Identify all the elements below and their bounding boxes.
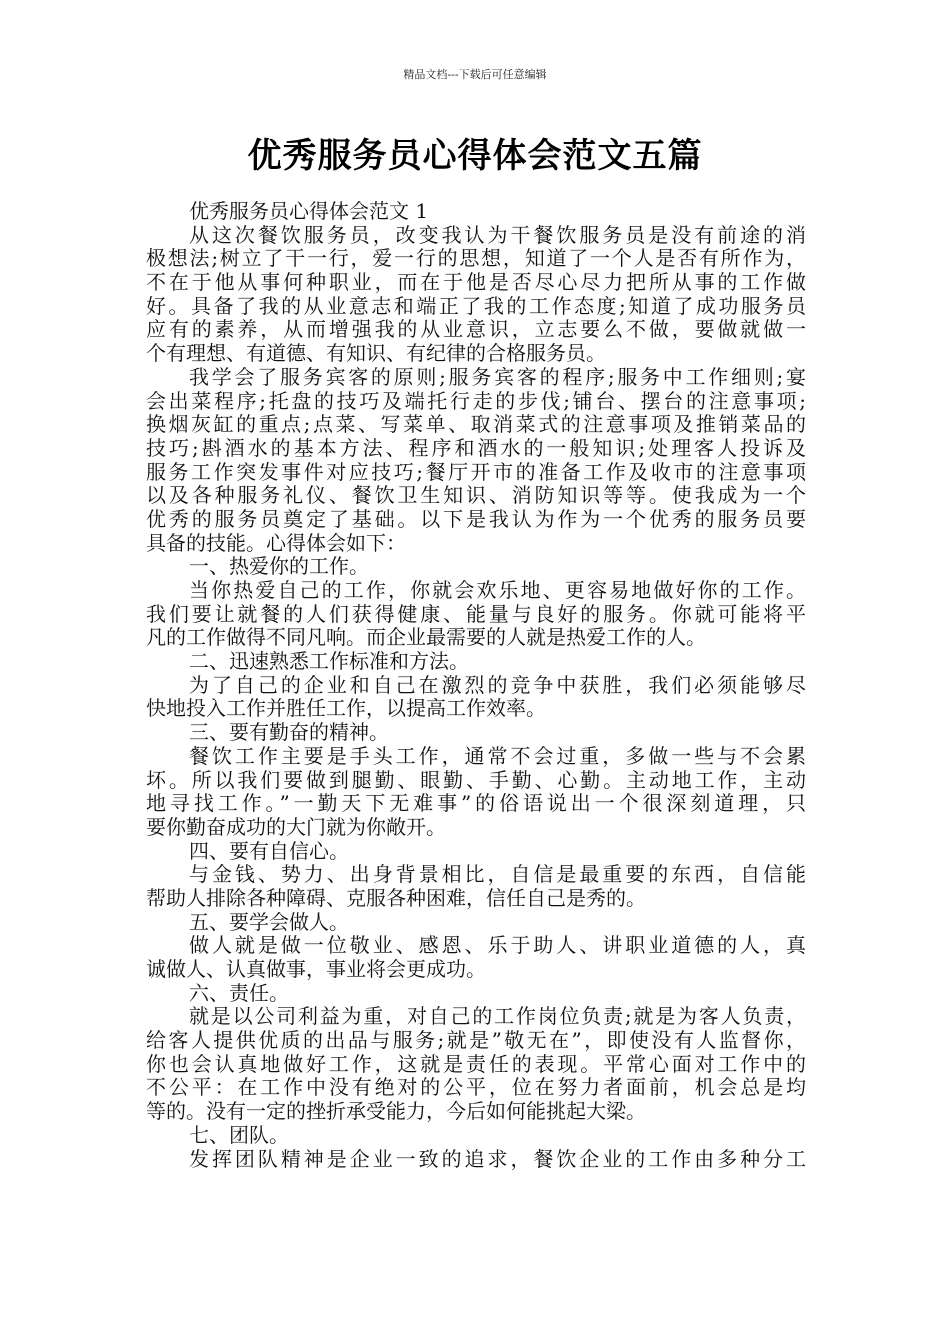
page-title: 优秀服务员心得体会范文五篇 (247, 136, 703, 176)
text-line: 三、要有勤奋的精神。 (189, 720, 389, 745)
text-line: 六、责任。 (189, 980, 289, 1005)
text-line: 技巧;斟酒水的基本方法、程序和酒水的一般知识;处理客人投诉及 (146, 435, 806, 460)
text-line: 七、团队。 (189, 1122, 289, 1147)
document-body (146, 200, 806, 1171)
text-line: 具备的技能。心得体会如下： (146, 530, 406, 555)
text-line: 与金钱、势力、出身背景相比，自信是最重要的东西，自信能 (189, 862, 806, 887)
text-line: 以及各种服务礼仪、餐饮卫生知识、消防知识等等。使我成为一个 (146, 483, 806, 508)
text-line: 为了自己的企业和自己在激烈的竞争中获胜，我们必须能够尽 (189, 672, 806, 697)
text-line: 优秀的服务员奠定了基础。以下是我认为作为一个优秀的服务员要 (146, 506, 806, 531)
text-line: 诚做人、认真做事，事业将会更成功。 (146, 957, 486, 981)
text-line: 我学会了服务宾客的原则;服务宾客的程序;服务中工作细则;宴 (189, 364, 806, 389)
text-line: 坏。所以我们要做到腿勤、眼勤、手勤、心勤。主动地工作，主动 (146, 767, 806, 792)
text-line: 一、热爱你的工作。 (189, 554, 369, 579)
text-line: 会出菜程序;托盘的技巧及端托行走的步伐;铺台、摆台的注意事项; (146, 388, 806, 413)
text-line: 凡的工作做得不同凡响。而企业最需要的人就是热爱工作的人。 (146, 625, 706, 650)
text-line: 四、要有自信心。 (189, 838, 349, 863)
text-line: 二、迅速熟悉工作标准和方法。 (189, 649, 469, 674)
text-line: 换烟灰缸的重点;点菜、写菜单、取消菜式的注意事项及推销菜品的 (146, 412, 806, 437)
text-line: 帮助人排除各种障碍、克服各种困难，信任自己是秀的。 (146, 885, 646, 910)
page-header-note: 精品文档---下载后可任意编辑 (403, 68, 547, 81)
text-line: 餐饮工作主要是手头工作，通常不会过重，多做一些与不会累 (189, 743, 806, 768)
text-line: 就是以公司利益为重，对自己的工作岗位负责;就是为客人负责， (189, 1004, 806, 1029)
text-line: 等的。没有一定的挫折承受能力，今后如何能挑起大梁。 (146, 1099, 646, 1124)
text-line: 极想法;树立了干一行，爱一行的思想，知道了一个人是否有所作为， (146, 246, 806, 271)
text-line: 从这次餐饮服务员，改变我认为干餐饮服务员是没有前途的消 (189, 222, 806, 247)
text-line: 五、要学会做人。 (189, 909, 349, 934)
text-line: 个有理想、有道德、有知识、有纪律的合格服务员。 (146, 341, 606, 366)
text-line: 我们要让就餐的人们获得健康、能量与良好的服务。你就可能将平 (146, 601, 806, 626)
text-line: 不在于他从事何种职业，而在于他是否尽心尽力把所从事的工作做 (146, 270, 806, 295)
text-line: 地寻找工作。”一勤天下无难事”的俗语说出一个很深刻道理，只 (146, 791, 806, 816)
text-line: 优秀服务员心得体会范文 1 (189, 199, 429, 223)
text-line: 给客人提供优质的出品与服务;就是”敬无在”，即使没有人监督你， (146, 1028, 806, 1053)
text-line: 发挥团队精神是企业一致的追求，餐饮企业的工作由多种分工 (189, 1146, 806, 1171)
text-line: 不公平：在工作中没有绝对的公平，位在努力者面前，机会总是均 (146, 1075, 806, 1100)
text-line: 做人就是做一位敬业、感恩、乐于助人、讲职业道德的人，真 (189, 933, 806, 958)
text-line: 应有的素养，从而增强我的从业意识，立志要么不做，要做就做一 (146, 317, 806, 342)
text-line: 快地投入工作并胜任工作，以提高工作效率。 (146, 696, 546, 721)
text-line: 要你勤奋成功的大门就为你敞开。 (146, 814, 446, 839)
text-line: 当你热爱自己的工作，你就会欢乐地、更容易地做好你的工作。 (189, 578, 806, 602)
text-line: 好。具备了我的从业意志和端正了我的工作态度;知道了成功服务员 (146, 293, 806, 318)
text-line: 服务工作突发事件对应技巧;餐厅开市的准备工作及收市的注意事项 (146, 459, 806, 484)
text-line: 你也会认真地做好工作，这就是责任的表现。平常心面对工作中的 (146, 1051, 806, 1076)
